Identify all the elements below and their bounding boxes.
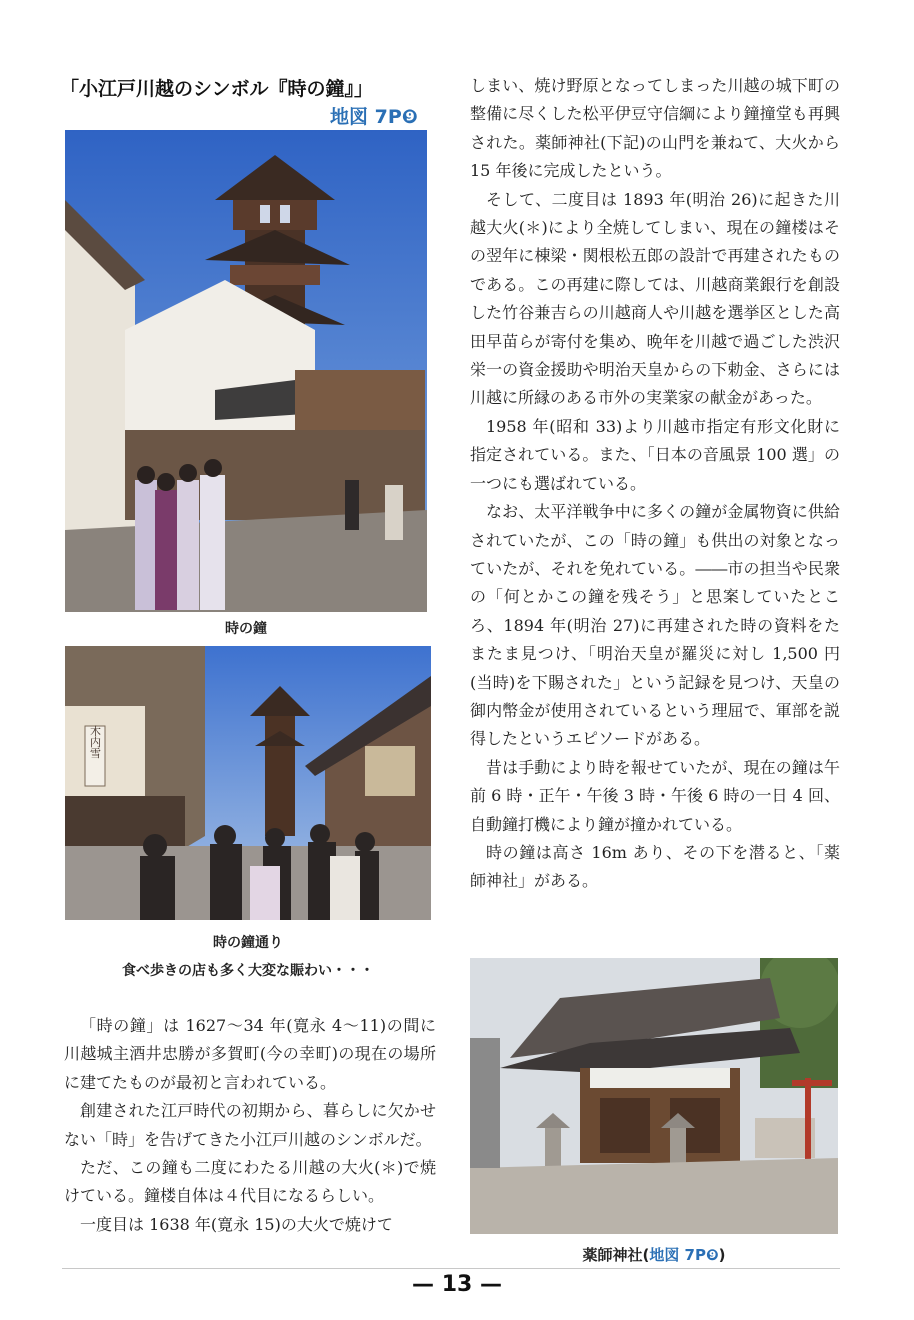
left-paragraph: 創建された江戸時代の初期から、暮らしに欠かせない「時」を告げてきた小江戸川越のシンボルだ。 [64, 1101, 436, 1149]
shrine-caption-prefix: 薬師神社( [582, 1246, 650, 1264]
street-caption: 時の鐘通り [213, 935, 283, 951]
bell-tower-image [65, 130, 427, 612]
bell-street-image [65, 646, 431, 920]
street-subcaption: 食べ歩きの店も多く大変な賑わい・・・ [122, 963, 374, 979]
bell-tower-caption: 時の鐘 [225, 621, 267, 637]
footer-divider [62, 1268, 840, 1269]
bell-street-photo [65, 646, 431, 920]
article-title: 「小江戸川越のシンボル『時の鐘』」 [60, 78, 374, 100]
right-body-text [470, 72, 840, 896]
right-paragraph: 1958 年(昭和 33)より川越市指定有形文化財に指定されている。また、「日本の音風景 100 選」の一つにも選ばれている。 [470, 416, 840, 493]
shop-sign-text: 木内雪 [88, 725, 102, 759]
map-reference: 地図 7P❾ [330, 106, 418, 128]
left-paragraph: 一度目は 1638 年(寛永 15)の大火で焼けて [80, 1214, 393, 1234]
bell-tower-photo [65, 130, 427, 612]
right-paragraph: そして、二度目は 1893 年(明治 26)に起きた川越大火(＊)により全焼してしまい、現在の鐘楼はその翌年に棟梁・関根松五郎の設計で再建されたものである。この再建に際しては、川越商業銀行を創設した竹谷兼吉らの川越商人や川越を選挙区とした高田早苗らが寄付を集め、晩年を川越で過ごした渋沢栄一の資金援助や明治天皇からの下勅金、さらには川越に所縁のある市外の実業家の献金があった。 [470, 189, 840, 408]
left-paragraph: ただ、この鐘も二度にわたる川越の大火(＊)で焼けている。鐘楼自体は４代目になるらしい。 [64, 1158, 436, 1206]
page-number: — 13 — [412, 1272, 502, 1297]
shrine-caption-suffix: ) [718, 1246, 726, 1264]
right-paragraph: しまい、焼け野原となってしまった川越の城下町の整備に尽くした松平伊豆守信綱により鐘撞堂も再興された。薬師神社(下記)の山門を兼ねて、大火から 15 年後に完成したという。 [470, 76, 840, 181]
yakushi-shrine-image [470, 958, 838, 1234]
left-body-text [64, 1012, 436, 1239]
yakushi-shrine-photo [470, 958, 838, 1234]
right-paragraph: 時の鐘は高さ 16m あり、その下を潜ると、「薬師神社」がある。 [470, 842, 840, 891]
left-paragraph: 「時の鐘」は 1627～34 年(寛永 4～11)の間に川越城主酒井忠勝が多賀町(今の幸町)の現在の場所に建てたものが最初と言われている。 [64, 1016, 436, 1092]
right-paragraph: 昔は手動により時を報せていたが、現在の鐘は午前 6 時・正午・午後 3 時・午後 6 時の一日 4 回、自動鐘打機により鐘が撞かれている。 [470, 757, 840, 834]
shrine-caption-map: 地図 7P❾ [649, 1246, 719, 1264]
shrine-caption [470, 1244, 838, 1265]
right-paragraph: なお、太平洋戦争中に多くの鐘が金属物資に供給されていたが、この「時の鐘」も供出の対象となっていたが、それを免れている。――市の担当や民衆の「何とかこの鐘を残そう」と思案していたところ、1894 年(明治 27)に再建された時の資料をたまたま見つけ、「明治天皇が羅災に対し 1,500 円(当時)を下賜された」という記録を見つけ、天皇の御内幣金が使用されているという理屈で、軍部を説得したというエピソードがある。 [470, 502, 840, 749]
